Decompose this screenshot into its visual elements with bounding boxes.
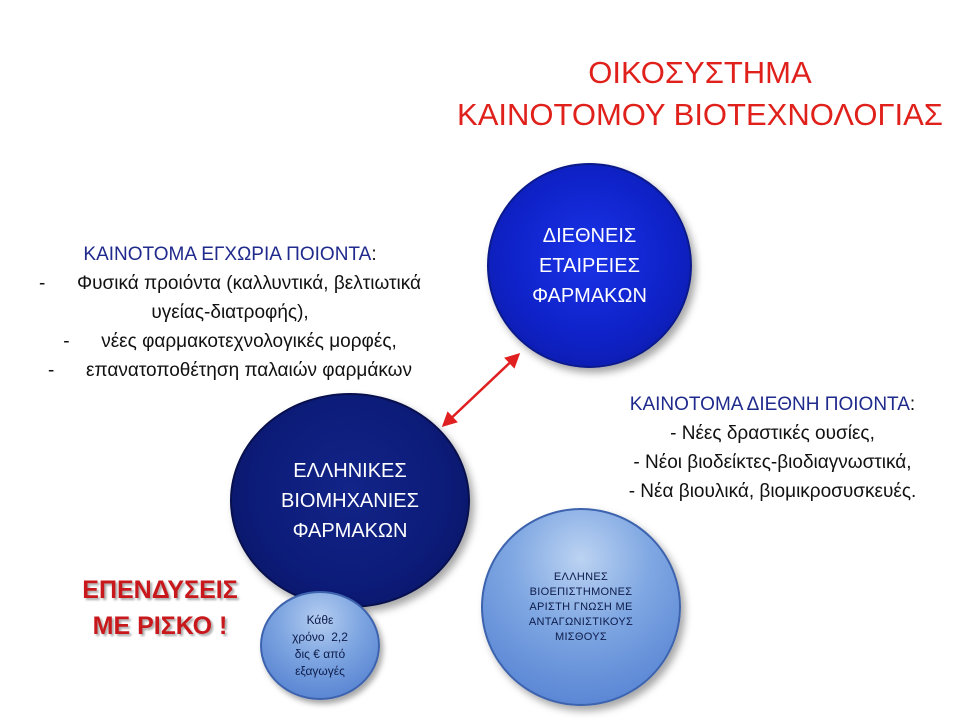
local-products-line: - επανατοποθέτηση παλαιών φαρμάκων bbox=[48, 360, 412, 381]
exports-label: Κάθε bbox=[306, 612, 334, 627]
intl-companies-circle bbox=[487, 163, 692, 368]
intl-products-heading: ΚΑΙΝΟΤΟΜΑ ΔΙΕΘΝΗ ΠΟΙΟΝΤΑ: bbox=[629, 394, 916, 415]
greek-scientists-label: ΜΙΣΘΟΥΣ bbox=[554, 630, 607, 643]
intl-companies-label: ΕΤΑΙΡΕΙΕΣ bbox=[539, 254, 640, 277]
exports-label: δις € από bbox=[294, 646, 346, 661]
risky-investments-label bbox=[70, 572, 250, 644]
greek-industries-circle bbox=[230, 393, 470, 608]
greek-industries-label: ΕΛΛΗΝΙΚΕΣ bbox=[293, 459, 407, 482]
investment-line-2: ΜΕ ΡΙΣΚΟ ! bbox=[92, 612, 228, 640]
greek-scientists-label: ΒΙΟΕΠΙΣΤΗΜΟΝΕΣ bbox=[529, 585, 633, 598]
greek-industries-label: ΒΙΟΜΗΧΑΝΙΕΣ bbox=[281, 489, 419, 512]
title-line-1: ΟΙΚΟΣΥΣΤΗΜΑ bbox=[588, 55, 812, 90]
exports-circle bbox=[260, 591, 380, 700]
local-products-line: - νέες φαρμακοτεχνολογικές μορφές, bbox=[63, 331, 397, 352]
greek-scientists-circle bbox=[481, 508, 681, 706]
local-products-heading: ΚΑΙΝΟΤΟΜΑ ΕΓΧΩΡΙΑ ΠΟΙΟΝΤΑ: bbox=[83, 244, 377, 265]
intl-companies-label: ΔΙΕΘΝΕΙΣ bbox=[542, 224, 637, 247]
local-products-line: υγείας-διατροφής), bbox=[151, 302, 309, 323]
exports-label: χρόνο 2,2 bbox=[292, 629, 348, 644]
intl-products-line: - Νέα βιουλικά, βιομικροσυσκευές. bbox=[628, 481, 917, 502]
exports-label: εξαγωγές bbox=[295, 663, 345, 678]
investment-line-1: ΕΠΕΝΔΥΣΕΙΣ bbox=[82, 576, 238, 604]
intl-products-line: - Νέες δραστικές ουσίες, bbox=[670, 423, 875, 444]
local-products-line: - Φυσικά προιόντα (καλλυντικά, βελτιωτικά bbox=[38, 273, 422, 294]
greek-industries-label: ΦΑΡΜΑΚΩΝ bbox=[292, 519, 408, 542]
greek-scientists-label: ΑΝΤΑΓΩΝΙΣΤΙΚΟΥΣ bbox=[528, 615, 634, 628]
greek-scientists-label: ΑΡΙΣΤΗ ΓΝΩΣΗ ΜΕ bbox=[529, 600, 633, 613]
intl-companies-label: ΦΑΡΜΑΚΩΝ bbox=[532, 284, 647, 307]
greek-scientists-label: ΕΛΛΗΝΕΣ bbox=[553, 570, 609, 583]
intl-products-line: - Νέοι βιοδείκτες-βιοδιαγνωστικά, bbox=[633, 452, 912, 473]
title-line-2: ΚΑΙΝΟΤΟΜΟΥ ΒΙΟΤΕΧΝΟΛΟΓΙΑΣ bbox=[457, 97, 943, 132]
